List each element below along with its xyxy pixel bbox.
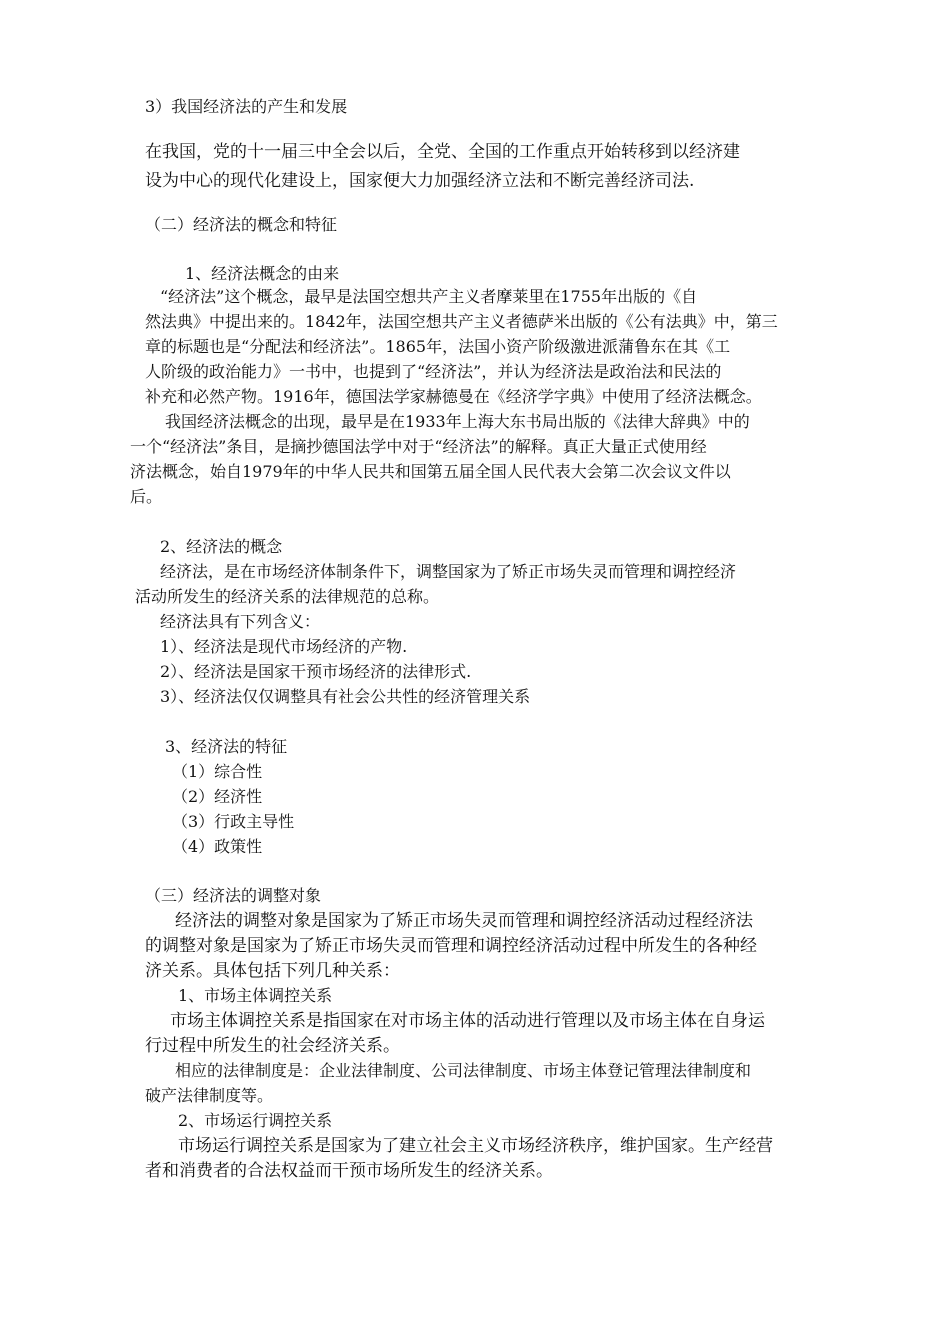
- text-line-8: 章的标题也是“分配法和经济法”。1865年，法国小资产阶级激进派蒲鲁东在其《工: [145, 337, 731, 356]
- text-line-2: 在我国，党的十一届三中全会以后，全党、全国的工作重点开始转移到以经济建: [145, 142, 740, 162]
- text-line-22: 3、经济法的特征: [165, 737, 288, 756]
- text-line-17: 活动所发生的经济关系的法律规范的总称。: [135, 587, 440, 606]
- text-line-20: 2）、经济法是国家干预市场经济的法律形式.: [160, 662, 472, 681]
- text-line-25: （3）行政主导性: [172, 812, 295, 831]
- text-line-29: 的调整对象是国家为了矫正市场失灵而管理和调控经济活动过程中所发生的各种经: [145, 936, 757, 956]
- text-line-4: （二）经济法的概念和特征: [145, 215, 338, 234]
- text-line-18: 经济法具有下列含义：: [160, 612, 321, 631]
- text-line-11: 我国经济法概念的出现，最早是在1933年上海大东书局出版的《法律大辞典》中的: [165, 412, 750, 431]
- text-line-24: （2）经济性: [172, 787, 263, 806]
- text-line-1: 3）我国经济法的产生和发展: [145, 97, 348, 116]
- text-line-34: 相应的法律制度是：企业法律制度、公司法律制度、市场主体登记管理法律制度和: [175, 1061, 752, 1080]
- text-line-32: 市场主体调控关系是指国家在对市场主体的活动进行管理以及市场主体在自身运: [170, 1011, 765, 1031]
- text-line-16: 经济法，是在市场经济体制条件下，调整国家为了矫正市场失灵而管理和调控经济: [160, 562, 737, 581]
- text-line-15: 2、经济法的概念: [160, 537, 283, 556]
- text-line-13: 济法概念，始自1979年的中华人民共和国第五届全国人民代表大会第二次会议文件以: [130, 462, 731, 481]
- text-line-7: 然法典》中提出来的。1842年，法国空想共产主义者德萨米出版的《公有法典》中，第三: [145, 312, 778, 331]
- text-line-9: 人阶级的政治能力》一书中，也提到了“经济法”，并认为经济法是政治法和民法的: [145, 362, 722, 381]
- text-line-35: 破产法律制度等。: [145, 1086, 274, 1105]
- text-line-26: （4）政策性: [172, 837, 263, 856]
- text-line-5: 1、经济法概念的由来: [185, 264, 340, 283]
- text-line-37: 市场运行调控关系是国家为了建立社会主义市场经济秩序，维护国家。生产经营: [178, 1136, 773, 1156]
- text-line-6: “经济法”这个概念，最早是法国空想共产主义者摩莱里在1755年出版的《自: [160, 287, 698, 306]
- text-line-36: 2、市场运行调控关系: [178, 1111, 333, 1130]
- text-line-14: 后。: [130, 487, 163, 506]
- text-line-12: 一个“经济法”条目，是摘抄德国法学中对于“经济法”的解释。真正大量正式使用经: [130, 437, 707, 456]
- text-line-33: 行过程中所发生的社会经济关系。: [145, 1036, 400, 1056]
- text-line-23: （1）综合性: [172, 762, 263, 781]
- text-line-27: （三）经济法的调整对象: [145, 886, 322, 905]
- text-line-3: 设为中心的现代化建设上，国家便大力加强经济立法和不断完善经济司法.: [145, 171, 695, 191]
- text-line-21: 3）、经济法仅仅调整具有社会公共性的经济管理关系: [160, 687, 531, 706]
- text-line-19: 1）、经济法是现代市场经济的产物.: [160, 637, 408, 656]
- text-line-38: 者和消费者的合法权益而干预市场所发生的经济关系。: [145, 1161, 553, 1181]
- text-line-31: 1、市场主体调控关系: [178, 986, 333, 1005]
- text-line-30: 济关系。具体包括下列几种关系：: [145, 961, 400, 981]
- text-line-10: 补充和必然产物。1916年，德国法学家赫德曼在《经济学字典》中使用了经济法概念。: [145, 387, 762, 406]
- text-line-28: 经济法的调整对象是国家为了矫正市场失灵而管理和调控经济活动过程经济法: [175, 911, 753, 931]
